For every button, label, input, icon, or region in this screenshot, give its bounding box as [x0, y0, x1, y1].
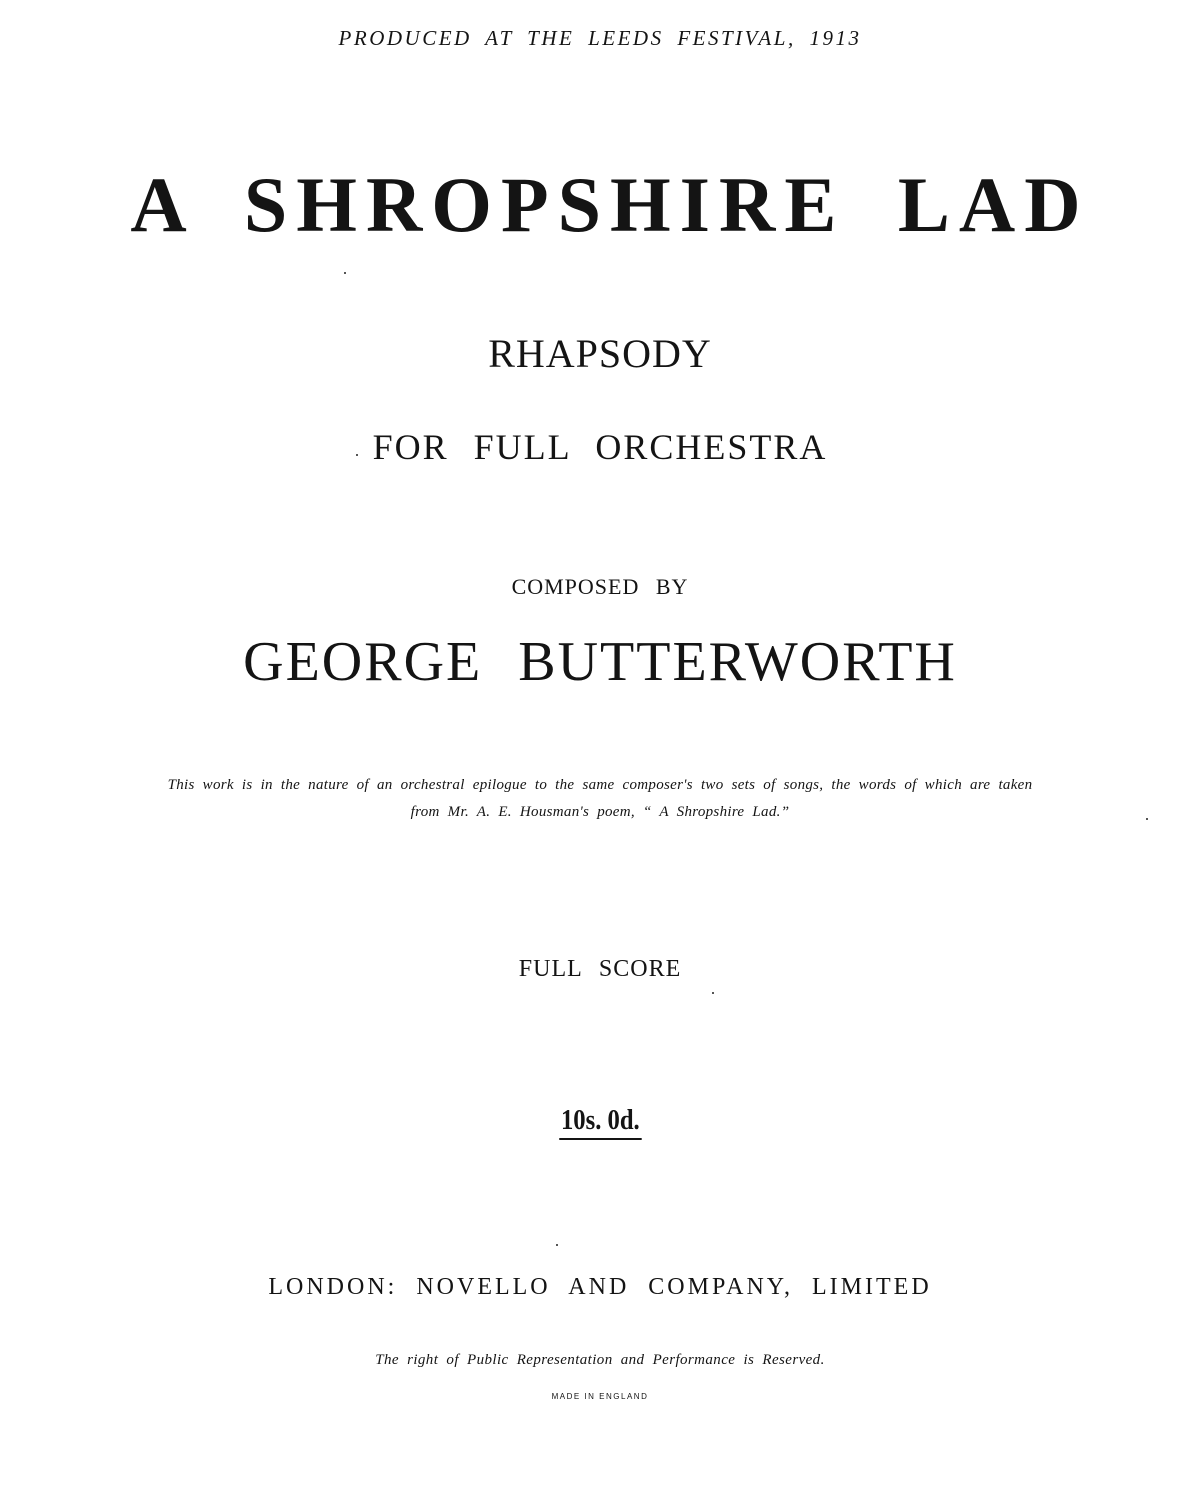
- scan-speck: [356, 454, 358, 456]
- price-block: [0, 1104, 1200, 1140]
- publisher: LONDON: NOVELLO AND COMPANY, LIMITED: [268, 1274, 932, 1300]
- composed-by-label: COMPOSED BY: [511, 574, 689, 599]
- edition-type: FULL SCORE: [518, 956, 682, 982]
- scan-speck: [344, 272, 346, 274]
- epilogue-note-line-1: This work is in the nature of an orchestral epilogue to the same composer's two sets of songs, the words of which are taken: [167, 777, 1033, 793]
- composer-name: GEORGE BUTTERWORTH: [243, 631, 957, 693]
- made-in-notice: MADE IN ENGLAND: [551, 1392, 649, 1401]
- scan-speck: [1146, 818, 1148, 820]
- scan-speck: [556, 1244, 558, 1246]
- epilogue-note-line-2: from Mr. A. E. Housman's poem, “ A Shropshire Lad.”: [410, 804, 790, 820]
- work-title: A SHROPSHIRE LAD: [130, 161, 1090, 248]
- work-form: RHAPSODY: [488, 331, 712, 376]
- production-note: PRODUCED AT THE LEEDS FESTIVAL, 1913: [338, 26, 862, 50]
- work-scoring: FOR FULL ORCHESTRA: [372, 427, 828, 467]
- epilogue-note: [0, 772, 1200, 826]
- scan-speck: [712, 992, 714, 994]
- rights-notice: The right of Public Representation and Performance is Reserved.: [375, 1352, 825, 1368]
- price: 10s. 0d.: [559, 1104, 641, 1140]
